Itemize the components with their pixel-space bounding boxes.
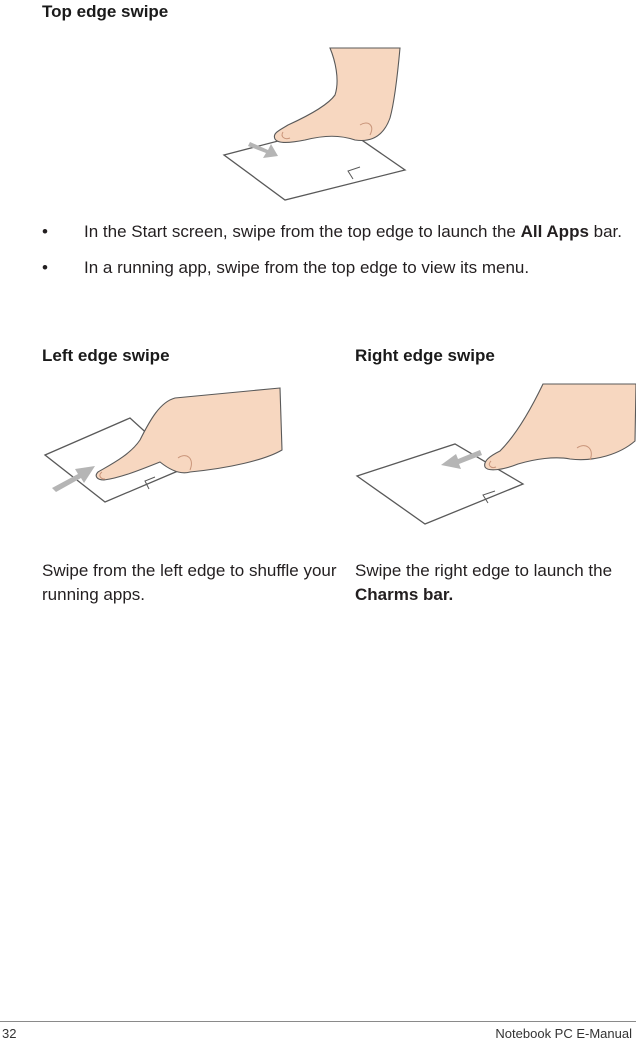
all-apps-bold: All Apps <box>520 222 589 241</box>
caption-text: Swipe the right edge to launch the <box>355 561 613 580</box>
bullet-text: In a running app, swipe from the top edge to view its menu. <box>84 258 530 277</box>
left-edge-swipe-caption: Swipe from the left edge to shuffle your running apps. <box>42 561 337 604</box>
left-edge-swipe-heading: Left edge swipe <box>42 346 170 365</box>
bullet-dot: • <box>42 222 48 241</box>
hand-shape <box>274 48 400 143</box>
bullet-text: In the Start screen, swipe from the top edge to launch the <box>84 222 521 241</box>
charms-bar-bold: Charms bar. <box>355 585 454 604</box>
bullet-dot: • <box>42 258 48 277</box>
manual-title: Notebook PC E-Manual <box>495 1026 632 1041</box>
top-edge-swipe-bullets <box>42 220 622 292</box>
top-edge-swipe-illustration <box>210 40 420 210</box>
page-number: 32 <box>2 1026 17 1041</box>
left-edge-swipe-illustration <box>40 380 290 510</box>
right-edge-swipe-heading: Right edge swipe <box>355 346 495 365</box>
footer-divider <box>0 1021 636 1022</box>
bullet-running-app-menu <box>42 256 622 280</box>
bullet-all-apps <box>42 220 622 244</box>
hand-shape <box>485 384 636 470</box>
right-edge-swipe-caption <box>355 559 635 607</box>
right-edge-swipe-illustration <box>355 376 636 536</box>
bullet-text-end: bar. <box>588 222 623 241</box>
top-edge-swipe-heading: Top edge swipe <box>42 2 169 21</box>
